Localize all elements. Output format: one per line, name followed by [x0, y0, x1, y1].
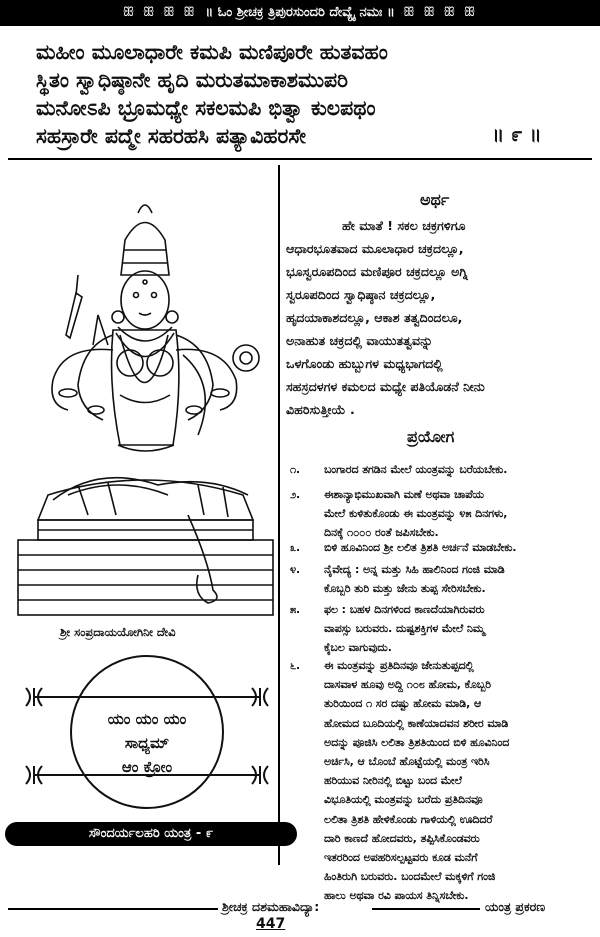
step-line: ವಾಪಸ್ಸು ಬರುವರು. ದುಷ್ಟಶಕ್ತಿಗಳ ಮೇಲೆ ನಿಮ್ಮ [324, 622, 485, 636]
step-number: ೩. [290, 541, 301, 554]
yantra-diagram [12, 650, 282, 815]
figure-caption: ಶ್ರೀ ಸಂಪ್ರದಾಯಯೋಗಿನೀ ದೇವಿ [60, 625, 176, 639]
step-line: ಹಾಲು ಅಥವಾ ರವಿ ಪಾಯಸ ತಿನ್ನಿಸಬೇಕು. [324, 889, 469, 903]
meaning-line: ಹೃದಯಾಕಾಶದಲ್ಲೂ, ಆಕಾಶ ತತ್ವದಿಂದಲೂ, [286, 310, 463, 325]
meaning-line: ವಿಹರಿಸುತ್ತೀಯೆ . [286, 402, 355, 417]
yantra-line: ಆಂ ಕ್ರೋಂ [121, 758, 173, 776]
prayoga-heading: ಪ್ರಯೋಗ [407, 427, 455, 446]
step-body [324, 656, 593, 906]
footer-book-title: ಶ್ರೀಚಕ್ರ ದಶಮಹಾವಿದ್ಯಾ: [222, 899, 320, 914]
step-line: ಈ ಮಂತ್ರವನ್ನು ಪ್ರತಿದಿನವೂ ಜೇನುತುಪ್ಪದಲ್ಲಿ [324, 659, 474, 672]
verse-line: ಮನೋಽಪಿ ಭ್ರೂಮಧ್ಯೇ ಸಕಲಮಪಿ ಭಿತ್ವಾ ಕುಲಪಥಂ [36, 96, 376, 120]
step-line: ಹರಿಯುವ ನೀರಿನಲ್ಲಿ ಬಿಟ್ಟು ಬಂದ ಮೇಲೆ [324, 774, 462, 788]
step-body [324, 485, 593, 543]
step-line: ವಿಭೂತಿಯಲ್ಲಿ ಮಂತ್ರವನ್ನು ಬರೆದು ಪ್ರತಿದಿನವೂ [324, 793, 483, 807]
step-line: ಇತರರಿಂದ ಅಪಹರಿಸಲ್ಪಟ್ಟವರು ಕೂಡ ಮನೆಗೆ [324, 851, 478, 865]
page-number: 447 [256, 916, 286, 932]
footer-rule-left [8, 908, 218, 910]
step-line: ಅದನ್ನು ಪೂಜಿಸಿ ಲಲಿತಾ ತ್ರಿಶತಿಯಿಂದ ಬಿಳಿ ಹೂವಿನಿಂದ [324, 735, 510, 749]
verse-number: ॥ ೯ ॥ [492, 122, 542, 146]
step-body [324, 538, 593, 557]
yantra-line: ಸಾಧ್ಯಮ್ [124, 734, 170, 752]
step-number: ೬. [290, 659, 301, 672]
step-line: ಮೇಲೆ ಕುಳಿತುಕೊಂಡು ಈ ಮಂತ್ರವನ್ನು ೪೫ ದಿನಗಳು, [324, 507, 508, 521]
meaning-line: ಭೂಸ್ವರೂಪದಿಂದ ಮಣಿಪೂರ ಚಕ್ರದಲ್ಲೂ ಅಗ್ನಿ [286, 264, 468, 279]
deity-illustration [8, 195, 283, 620]
header-ornament-right: ꕥ ꕥ ꕥ ꕥ [402, 5, 478, 20]
meaning-line: ಸಹಸ್ರದಳಗಳ ಕಮಲದ ಮಧ್ಯೇ ಪತಿಯೊಡನೆ ನೀನು [286, 379, 485, 394]
step-number: ೪. [290, 563, 301, 576]
deity-line-drawing [8, 195, 283, 620]
yantra-lines [12, 650, 282, 815]
step-number: ೧. [290, 463, 301, 476]
meaning-line: ಒಳಗೊಂಡು ಹುಬ್ಬುಗಳ ಮಧ್ಯಭಾಗದಲ್ಲಿ [286, 356, 443, 371]
header-ornament-left: ꕥ ꕥ ꕥ ꕥ [122, 5, 198, 20]
meaning-line: ಹೇ ಮಾತೆ ! ಸಕಲ ಚಕ್ರಗಳಿಗೂ [342, 218, 466, 233]
verse-block [36, 38, 576, 150]
step-line: ಅರ್ಚಿಸಿ, ಆ ಬೊಂಬೆ ಹೊಟ್ಟೆಯಲ್ಲಿ ಮಂತ್ರ ಇರಿಸಿ [324, 755, 490, 769]
step-body [324, 460, 593, 479]
footer-section-title: ಯಂತ್ರ ಪ್ರಕರಣ [485, 899, 546, 914]
meaning-line: ಅನಾಹುತ ಚಕ್ರದಲ್ಲಿ ವಾಯುತತ್ವವನ್ನು [286, 333, 433, 348]
step-line: ಕೈಬಲ ವಾಗುವುದು. [324, 641, 392, 655]
yantra-line: ಯಂ ಯಂ ಯಂ [107, 710, 187, 728]
step-line: ದಾರಿ ಕಾಣದೆ ಹೋದವರು, ತಪ್ಪಿಸಿಕೊಂಡವರು [324, 831, 480, 845]
step-line: ಈಶಾನ್ಯಾಭಿಮುಖವಾಗಿ ಮಣೆ ಅಥವಾ ಚಾಪೆಯ [324, 488, 484, 501]
page-header [0, 0, 600, 26]
step-line: ದಾಸವಾಳ ಹೂವು ಅದ್ದಿ ೧೦೮ ಹೋಮ, ಕೊಬ್ಬರಿ [324, 678, 492, 692]
verse-line: ಸ್ಥಿತಂ ಸ್ವಾಧಿಷ್ಠಾನೇ ಹೃದಿ ಮರುತಮಾಕಾಶಮುಪರಿ [36, 68, 348, 92]
step-number: ೨. [290, 488, 301, 501]
step-line: ಫಲ : ಬಹಳ ದಿನಗಳಿಂದ ಕಾಣದೆಯಾಗಿರುವರು [324, 603, 485, 616]
verse-line: ಮಹೀಂ ಮೂಲಾಧಾರೇ ಕಮಪಿ ಮಣಿಪೂರೇ ಹುತವಹಂ [36, 40, 388, 64]
verse-line: ಸಹಸ್ರಾರೇ ಪದ್ಮೇ ಸಹರಹಸಿ ಪತ್ಯಾವಿಹರಸೇ [36, 124, 306, 148]
step-line: ದಿನಕ್ಕೆ ೧೦೦೦ ರಂತೆ ಜಪಿಸಬೇಕು. [324, 526, 439, 540]
step-body [324, 560, 593, 598]
step-line: ಹೋಮದ ಬೂದಿಯಲ್ಲಿ ಕಾಣೆಯಾದವನ ಶರೀರ ಮಾಡಿ [324, 716, 509, 730]
step-line: ನೈವೇದ್ಯ : ಅನ್ನ ಮತ್ತು ಸಿಹಿ ಹಾಲಿನಿಂದ ಗಂಜಿ ಮಾಡಿ [324, 563, 505, 576]
header-title: ॥ ಓಂ ಶ್ರೀಚಕ್ರ ತ್ರಿಪುರಸುಂದರಿ ದೇವ್ಯೈ ನಮಃ ॥ [205, 5, 395, 20]
step-body [324, 600, 593, 658]
step-line: ಹಿಂತಿರುಗಿ ಬರುವರು. ಬಂದಮೇಲೆ ಮಕ್ಕಳಿಗೆ ಗಂಜಿ [324, 870, 496, 884]
step-line: ಬಿಳಿ ಹೂವಿನಿಂದ ಶ್ರೀ ಲಲಿತ ತ್ರಿಶತಿ ಅರ್ಚನೆ ಮಾಡಬೇಕು. [324, 541, 517, 554]
step-line: ತುರಿಯಿಂದ ೧ ಸರ ದಷ್ಟು ಹೋಮ ಮಾಡಿ, ಆ [324, 697, 482, 711]
step-line: ಲಲಿತಾ ತ್ರಿಶತಿ ಹೇಳಿಕೊಂಡು ಗಾಳಿಯಲ್ಲಿ ಊದಿದರೆ [324, 812, 493, 826]
artha-heading: ಅರ್ಥ [420, 190, 450, 209]
step-line: ಕೊಬ್ಬರಿ ತುರಿ ಮತ್ತು ಜೇನು ತುಪ್ಪ ಸೇರಿಸಬೇಕು. [324, 582, 486, 596]
yantra-title-banner: ಸೌಂದರ್ಯಲಹರಿ ಯಂತ್ರ - ೯ [5, 822, 297, 846]
meaning-line: ಆಧಾರಭೂತವಾದ ಮೂಲಾಧಾರ ಚಕ್ರದಲ್ಲೂ, [286, 241, 464, 256]
meaning-text [286, 214, 590, 421]
meaning-line: ಸ್ವರೂಪದಿಂದ ಸ್ವಾಧಿಷ್ಠಾನ ಚಕ್ರದಲ್ಲೂ, [286, 287, 436, 302]
footer-rule-middle [372, 908, 480, 910]
step-number: ೫. [290, 603, 301, 616]
step-line: ಬಂಗಾರದ ತಗಡಿನ ಮೇಲೆ ಯಂತ್ರವನ್ನು ಬರೆಯಬೇಕು. [324, 463, 508, 476]
verse-divider [8, 158, 592, 160]
